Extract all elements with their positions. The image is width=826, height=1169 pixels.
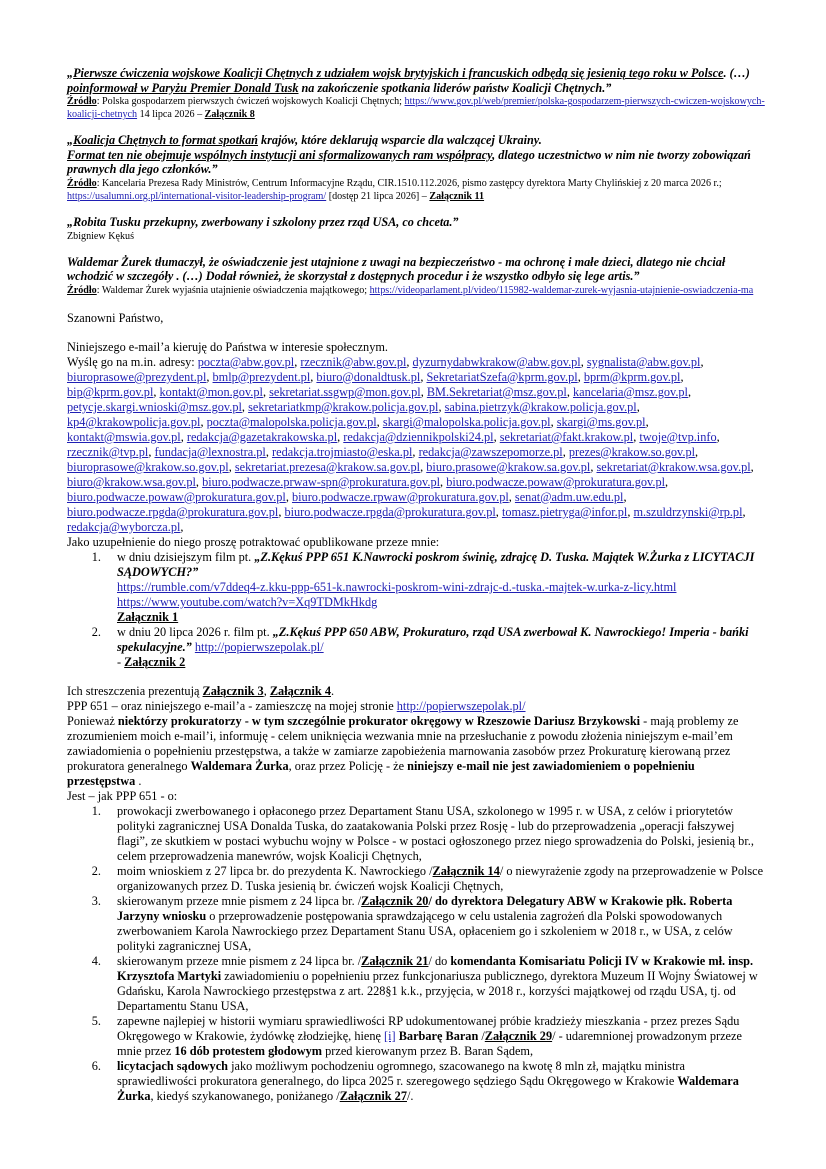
quote-1 xyxy=(67,66,765,95)
address-prefix: Wyślę go na m.in. adresy: xyxy=(67,354,198,369)
email-address-link[interactable]: prezes@krakow.so.gov.pl xyxy=(568,444,696,459)
email-address-link[interactable]: SekretariatSzefa@kprm.gov.pl xyxy=(426,369,578,384)
list-item xyxy=(67,804,765,864)
email-address-link[interactable]: BM.Sekretariat@msz.gov.pl xyxy=(426,384,567,399)
list-item xyxy=(67,1059,765,1104)
email-address-link[interactable]: sygnalista@abw.gov.pl xyxy=(586,354,701,369)
item-text: prowokacji zwerbowanego i opłaconego przez Departament Stanu USA, szkolonego w 1995 r. w USA, z celów i priorytetów polityki zagranicznej USA Donalda Tuska, do zaatakowania Polski przez Rosję - lub do przeprowadzenia „operacji fałszywej flagi”, ze skutkiem w postaci wybuchu wojny w Polsce - w postaci ogłoszonego przez niego sprowadzenia do Polski, jesienią br., celem przeprowadzenia manewrów, wojsk Koalicji Chętnych, xyxy=(117,803,754,863)
list-number: 2. xyxy=(91,624,101,639)
source-date: 14 lipca 2026 – xyxy=(137,109,205,121)
supplement-text: Jako uzupełnienie do niego proszę potraktować opublikowane przeze mnie: xyxy=(67,534,440,549)
attachment-ref: Załącznik 11 xyxy=(429,190,485,202)
item-text: jako możliwym pochodzeniu ogromnego, szacowanego na kwotę 8 mln zł, majątku ministra sprawiedliwości prokuratora generalnego, do lipca 2025 r. szeregowego sędziego Sądu Okręgowego w Krakowie xyxy=(117,1058,685,1088)
footnote-link[interactable]: [i] xyxy=(384,1028,396,1043)
quote-2 xyxy=(67,133,765,177)
quote-text: krajów, które deklarują wsparcie dla walczącej Ukrainy. xyxy=(257,133,542,148)
email-address-link[interactable]: bip@kprm.gov.pl xyxy=(67,384,154,399)
quote-text: na zakończenie spotkania liderów państw Koalicji Chętnych.” xyxy=(298,80,612,95)
attachment-ref: Załącznik 2 xyxy=(124,654,186,669)
quote-text: „ xyxy=(67,66,74,80)
film-text: w dniu 20 lipca 2026 r. film pt. xyxy=(117,624,273,639)
list-number: 5. xyxy=(91,1013,101,1028)
source-text: : Kancelaria Prezesa Rady Ministrów, Centrum Informacyjne Rządu, CIR.1510.112.2026, pismo zastępcy dyrektora Marty Chylińskiej z 20 marca 2026 r.; xyxy=(96,177,722,189)
attachment-ref: Załącznik 29 xyxy=(484,1028,553,1043)
list-number: 1. xyxy=(91,549,101,564)
item-text: zapewne najlepiej w historii wymiaru sprawiedliwości RP udokumentowanej próbie kradzieży mieszkania - przez prezes Sądu Okręgowego w Krakowie, żydówkę złodziejkę, hienę xyxy=(117,1013,740,1043)
attachment-ref: Załącznik 3 xyxy=(202,683,264,698)
email-address-link[interactable]: rzecznik@abw.gov.pl xyxy=(300,354,407,369)
film-link-rumble[interactable]: https://rumble.com/v7ddeq4-z.kku-ppp-651-k.nawrocki-poskrom-wini-zdrajc-d.-tuska.-majtek-w.urka-z-licy.html xyxy=(117,579,677,594)
source-link[interactable]: https://usalumni.org.pl/international-visitor-leadership-program/ xyxy=(67,190,327,202)
email-address-link[interactable]: sekretariat@krakow.wsa.gov.pl xyxy=(596,459,751,474)
email-address-link[interactable]: sekretariat@fakt.krakow.pl xyxy=(499,429,634,444)
list-item xyxy=(67,1014,765,1059)
attachment-ref: Załącznik 14 xyxy=(432,863,500,878)
site-link[interactable]: http://popierwszepolak.pl/ xyxy=(396,698,526,713)
email-address-link[interactable]: redakcja.trojmiasto@eska.pl xyxy=(272,444,413,459)
topic-list xyxy=(67,804,765,1104)
paragraph-bold: niektórzy prokuratorzy - w tym szczególnie prokurator okręgowy w Rzeszowie Dariusz Brzykowski xyxy=(117,713,641,728)
email-address-link[interactable]: sabina.pietrzyk@krakow.policja.gov.pl xyxy=(444,399,637,414)
source-label: Źródło xyxy=(67,177,97,189)
film-title: „Z.Kękuś PPP 651 K.Nawrocki poskrom świnię, zdrajcę D. Tuska. Majątek W.Żurka z LICYTACJI SĄDOWYCH?” xyxy=(117,549,755,579)
paragraph-bold: Waldemara Żurka xyxy=(190,758,289,773)
item-bold: komendanta Komisariatu Policji IV w Krakowie mł. insp. Krzysztofa Martyki xyxy=(117,953,754,983)
list-item xyxy=(67,864,765,894)
ppp-line xyxy=(67,699,765,714)
paragraph-text: , oraz przez Policję - że xyxy=(288,758,408,773)
email-address-link[interactable]: redakcja@dziennikpolski24.pl xyxy=(343,429,494,444)
email-address-link[interactable]: biuroprasowe@prezydent.pl xyxy=(67,369,207,384)
quote-text: Format ten nie obejmuje wspólnych instytucji ani sformalizowanych ram współpracy xyxy=(67,147,493,162)
summary-text: . xyxy=(331,683,335,698)
document-page xyxy=(67,66,765,1104)
email-address-link[interactable]: poczta@abw.gov.pl xyxy=(197,354,295,369)
source-date: [dostęp 21 lipca 2026] – xyxy=(326,190,430,202)
item-text: , kiedyś szykanowanego, poniżanego / xyxy=(150,1088,340,1103)
email-address-link[interactable]: biuro.prasowe@krakow.sa.gov.pl xyxy=(426,459,591,474)
item-bold: licytacjach sądowych xyxy=(117,1058,229,1073)
email-address-link[interactable]: redakcja@gazetakrakowska.pl xyxy=(186,429,338,444)
attachment-ref: Załącznik 1 xyxy=(117,609,179,624)
email-address-link[interactable]: biuroprasowe@krakow.so.gov.pl xyxy=(67,459,229,474)
item-text: / o niewyrażenie zgody na przeprowadzenie w Polsce organizowanych przez D. Tuska jesienią br. ćwiczeń wojsk Koalicji Chętnych, xyxy=(117,863,764,893)
item-text: przed kierowanym przez B. Baran Sądem, xyxy=(322,1043,534,1058)
item-text: /. xyxy=(406,1088,414,1103)
email-address-link[interactable]: bprm@kprm.gov.pl xyxy=(583,369,681,384)
list-number: 6. xyxy=(91,1058,101,1073)
attachment-ref: Załącznik 21 xyxy=(361,953,429,968)
source-label: Źródło xyxy=(67,284,97,296)
quote-text: „ xyxy=(67,133,74,148)
quote-text: . (…) xyxy=(723,66,750,80)
list-item xyxy=(67,894,765,954)
item-bold: Barbarę Baran xyxy=(395,1028,479,1043)
email-address-link[interactable]: sekretariat.prezesa@krakow.sa.gov.pl xyxy=(234,459,421,474)
email-address-link[interactable]: biuro@krakow.wsa.gov.pl xyxy=(67,474,196,489)
item-text: moim wnioskiem z 27 lipca br. do prezydenta K. Nawrockiego / xyxy=(117,863,433,878)
email-address-link[interactable]: kp4@krakowpolicja.gov.pl xyxy=(67,414,201,429)
disclaimer-paragraph xyxy=(67,714,765,789)
email-address-link[interactable]: kontakt@mon.gov.pl xyxy=(159,384,263,399)
film-link-youtube[interactable]: https://www.youtube.com/watch?v=Xq9TDMkHkdg xyxy=(117,594,378,609)
item-bold: / do dyrektora Delegatury ABW w Krakowie płk. Roberta Jarzyny wniosku xyxy=(117,893,733,923)
email-address-link[interactable]: biuro.podwacze.rpwaw@prokuratura.gov.pl xyxy=(291,489,509,504)
paragraph-bold: niniejszy e-mail nie jest zawiadomieniem o popełnieniu przestępstwa xyxy=(67,758,695,788)
film-text: - xyxy=(117,654,125,669)
email-address-link[interactable]: biuro.podwacze.rpgda@prokuratura.gov.pl xyxy=(284,504,496,519)
item-text: skierowanym przeze mnie pismem z 24 lipca br. / xyxy=(117,893,362,908)
film-item xyxy=(67,550,765,625)
item-text: skierowanym przeze mnie pismem z 24 lipca br. / xyxy=(117,953,362,968)
paragraph-text: Ponieważ xyxy=(67,713,118,728)
email-address-link[interactable]: biuro.podwacze.rpgda@prokuratura.gov.pl xyxy=(67,504,279,519)
item-text: / do xyxy=(428,953,451,968)
paragraph-text: - mają problemy ze zrozumieniem moich e-mail’i, informuję - celem uniknięcia wezwania mnie na przesłuchanie z powodu złożenia niniejszym e-mail’em zawiadomienia o popełnieniu przestępstwa, a także w zamiarze zapobieżenia marnowania zasobów przez Prokuraturę kierowaną przez prokuratora generalnego xyxy=(67,713,739,773)
film-item xyxy=(67,625,765,670)
summary-text: Ich streszczenia prezentują xyxy=(67,683,203,698)
paragraph-text: . xyxy=(135,773,142,788)
email-address-link[interactable]: fundacja@lexnostra.pl xyxy=(154,444,266,459)
film-link-site[interactable]: http://popierwszepolak.pl/ xyxy=(194,639,324,654)
jest-line: Jest – jak PPP 651 - o: xyxy=(67,788,178,803)
email-address-link[interactable]: senat@adm.uw.edu.pl xyxy=(514,489,624,504)
item-bold: 16 dób protestem głodowym xyxy=(174,1043,323,1058)
quote-text: Pierwsze ćwiczenia wojskowe Koalicji Chętnych z udziałem wojsk brytyjskich i francuskich odbędą się jesienią tego roku w Polsce xyxy=(73,66,724,80)
list-number: 2. xyxy=(91,863,101,878)
quote-3: „Robita Tusku przekupny, zwerbowany i szkolony przez rząd USA, co chceta.” xyxy=(67,214,459,229)
source-4 xyxy=(67,284,765,297)
email-address-link[interactable]: dyzurnydabwkrakow@abw.gov.pl xyxy=(412,354,581,369)
email-address-link[interactable]: biuro.podwacze.powaw@prokuratura.gov.pl xyxy=(67,489,286,504)
source-link[interactable]: https://www.gov.pl/web/premier/polska-gospodarzem-pierwszych-cwiczen-wojskowych-koalicji-chetnych xyxy=(67,96,765,121)
email-address-link[interactable]: skargi@malopolska.policja.gov.pl xyxy=(382,414,551,429)
source-text: : Waldemar Żurek wyjaśnia utajnienie oświadczenia majątkowego; xyxy=(96,284,370,296)
item-text: / xyxy=(478,1028,485,1043)
quote-text: poinformował w Paryżu Premier Donald Tusk xyxy=(67,80,299,95)
item-text: zawiadomieniu o popełnieniu przez funkcjonariusza publicznego, dyrektora Muzeum II Wojny Światowej w Gdańsku, Karola Nawrockiego przestępstwa z art. 228§1 k.k., przyjęcia, w 2018 r., korzyści majątkowej od rządu USA, tj. od Departamentu Stanu USA, xyxy=(117,968,758,1013)
intro-text: Niniejszego e-mail’a kieruję do Państwa w interesie społecznym. xyxy=(67,339,388,354)
source-link[interactable]: https://videoparlament.pl/video/115982-waldemar-zurek-wyjasnia-utajnienie-oswiadczenia-ma xyxy=(369,284,754,296)
email-address-link[interactable]: biuro.podwacze.prwaw-spn@prokuratura.gov.pl xyxy=(202,474,441,489)
email-address-link[interactable]: sekretariatkmp@krakow.policja.gov.pl xyxy=(248,399,439,414)
email-address-link[interactable]: biuro@donaldtusk.pl xyxy=(316,369,421,384)
attachment-ref: Załącznik 8 xyxy=(204,109,255,121)
list-item xyxy=(67,954,765,1014)
attachment-ref: Załącznik 4 xyxy=(269,683,331,698)
email-address-link[interactable]: bmlp@prezydent.pl xyxy=(212,369,311,384)
quote-text: Koalicja Chętnych to format spotkań xyxy=(73,133,258,148)
film-list xyxy=(67,550,765,670)
summary-line xyxy=(67,684,765,699)
email-address-link[interactable]: poczta@malopolska.policja.gov.pl xyxy=(206,414,377,429)
source-1 xyxy=(67,95,765,121)
greeting: Szanowni Państwo, xyxy=(67,310,164,325)
film-text: w dniu dzisiejszym film pt. xyxy=(117,549,255,564)
source-2 xyxy=(67,177,765,203)
list-number: 1. xyxy=(91,803,101,818)
list-number: 3. xyxy=(91,893,101,908)
email-address-link[interactable]: redakcja@wyborcza.pl xyxy=(67,519,181,534)
film-title: „Z.Kękuś PPP 650 ABW, Prokuraturo, rząd USA zwerbował K. Nawrockiego! Imperia - bańki spekulacyjne.” xyxy=(117,624,749,654)
item-text: / - udaremnionej prowadzonym przeze mnie przez xyxy=(117,1028,742,1058)
email-address-link[interactable]: redakcja@zawszepomorze.pl xyxy=(418,444,563,459)
item-text: o przeprowadzenie postępowania sprawdzającego w celu ustalenia zagrożeń dla Polski spowodowanych zwerbowaniem Karola Nawrockiego przez Departament Stanu USA, opłaceniem go i szkoleniem w 2018 r., w USA, z celów polityki zagranicznej USA, xyxy=(117,908,733,953)
email-address-link[interactable]: sekretariat.ssgwp@mon.gov.pl xyxy=(269,384,421,399)
email-address-link[interactable]: petycje.skargi.wnioski@msz.gov.pl xyxy=(67,399,242,414)
email-address-link[interactable]: twoje@tvp.info xyxy=(639,429,717,444)
email-address-link[interactable]: rzecznik@tvp.pl xyxy=(67,444,149,459)
list-number: 4. xyxy=(91,953,101,968)
quote-4: Waldemar Żurek tłumaczył, że oświadczenie jest utajnione z uwagi na bezpieczeństwo - ma ochronę i małe dzieci, dlatego nie chciał wchodzić w szczegóły . (…) Dodał również, że skorzystał z dostępnych procedur i że wszystko odbyło się lege artis.” xyxy=(67,254,726,284)
item-bold: Waldemara Żurka xyxy=(117,1073,739,1103)
email-address-link[interactable]: biuro.podwacze.powaw@prokuratura.gov.pl xyxy=(446,474,666,489)
email-address-link[interactable]: m.szuldrzynski@rp.pl xyxy=(633,504,743,519)
attachment-ref: Załącznik 27 xyxy=(339,1088,407,1103)
attachment-ref: Załącznik 20 xyxy=(361,893,429,908)
email-address-link[interactable]: kontakt@mswia.gov.pl xyxy=(67,429,181,444)
source-label: Źródło xyxy=(67,96,97,108)
source-text: : Polska gospodarzem pierwszych ćwiczeń wojskowych Koalicji Chętnych; xyxy=(96,96,405,108)
quote-text: , dlatego uczestnictwo w nim nie tworzy zobowiązań prawnych dla jego członków.” xyxy=(67,147,751,177)
email-address-link[interactable]: skargi@ms.gov.pl xyxy=(556,414,646,429)
ppp-text: PPP 651 – oraz niniejszego e-mail’a - zamieszczę na mojej stronie xyxy=(67,698,397,713)
email-address-link[interactable]: kancelaria@msz.gov.pl xyxy=(572,384,688,399)
summary-text: , xyxy=(263,683,270,698)
quote-author: Zbigniew Kękuś xyxy=(67,230,134,242)
address-list: Wyślę go na m.in. adresy: poczta@abw.gov.pl, rzecznik@abw.gov.pl, dyzurnydabwkrakow@abw.gov.pl, sygnalista@abw.gov.pl, biuroprasowe@prezydent.pl, bmlp@prezydent.pl, biuro@donaldtusk.pl, SekretariatSzefa@kprm.gov.pl, bprm@kprm.gov.pl, bip@kprm.gov.pl, kontakt@mon.gov.pl, sekretariat.ssgwp@mon.gov.pl, BM.Sekretariat@msz.gov.pl, kancelaria@msz.gov.pl, petycje.skargi.wnioski@msz.gov.pl, sekretariatkmp@krakow.policja.gov.pl, sabina.pietrzyk@krakow.policja.gov.pl, kp4@krakowpolicja.gov.pl, poczta@malopolska.policja.gov.pl, skargi@malopolska.policja.gov.pl, skargi@ms.gov.pl, kontakt@mswia.gov.pl, redakcja@gazetakrakowska.pl, redakcja@dziennikpolski24.pl, sekretariat@fakt.krakow.pl, twoje@tvp.info, rzecznik@tvp.pl, fundacja@lexnostra.pl, redakcja.trojmiasto@eska.pl, redakcja@zawszepomorze.pl, prezes@krakow.so.gov.pl, biuroprasowe@krakow.so.gov.pl, sekretariat.prezesa@krakow.sa.gov.pl, biuro.prasowe@krakow.sa.gov.pl, sekretariat@krakow.wsa.gov.pl, biuro@krakow.wsa.gov.pl, biuro.podwacze.prwaw-spn@prokuratura.gov.pl, biuro.podwacze.powaw@prokuratura.gov.pl, biuro.podwacze.powaw@prokuratura.gov.pl, biuro.podwacze.rpwaw@prokuratura.gov.pl, senat@adm.uw.edu.pl, biuro.podwacze.rpgda@prokuratura.gov.pl, biuro.podwacze.rpgda@prokuratura.gov.pl, tomasz.pietryga@infor.pl, m.szuldrzynski@rp.pl, redakcja@wyborcza.pl, xyxy=(67,354,754,534)
email-address-link[interactable]: tomasz.pietryga@infor.pl xyxy=(501,504,628,519)
